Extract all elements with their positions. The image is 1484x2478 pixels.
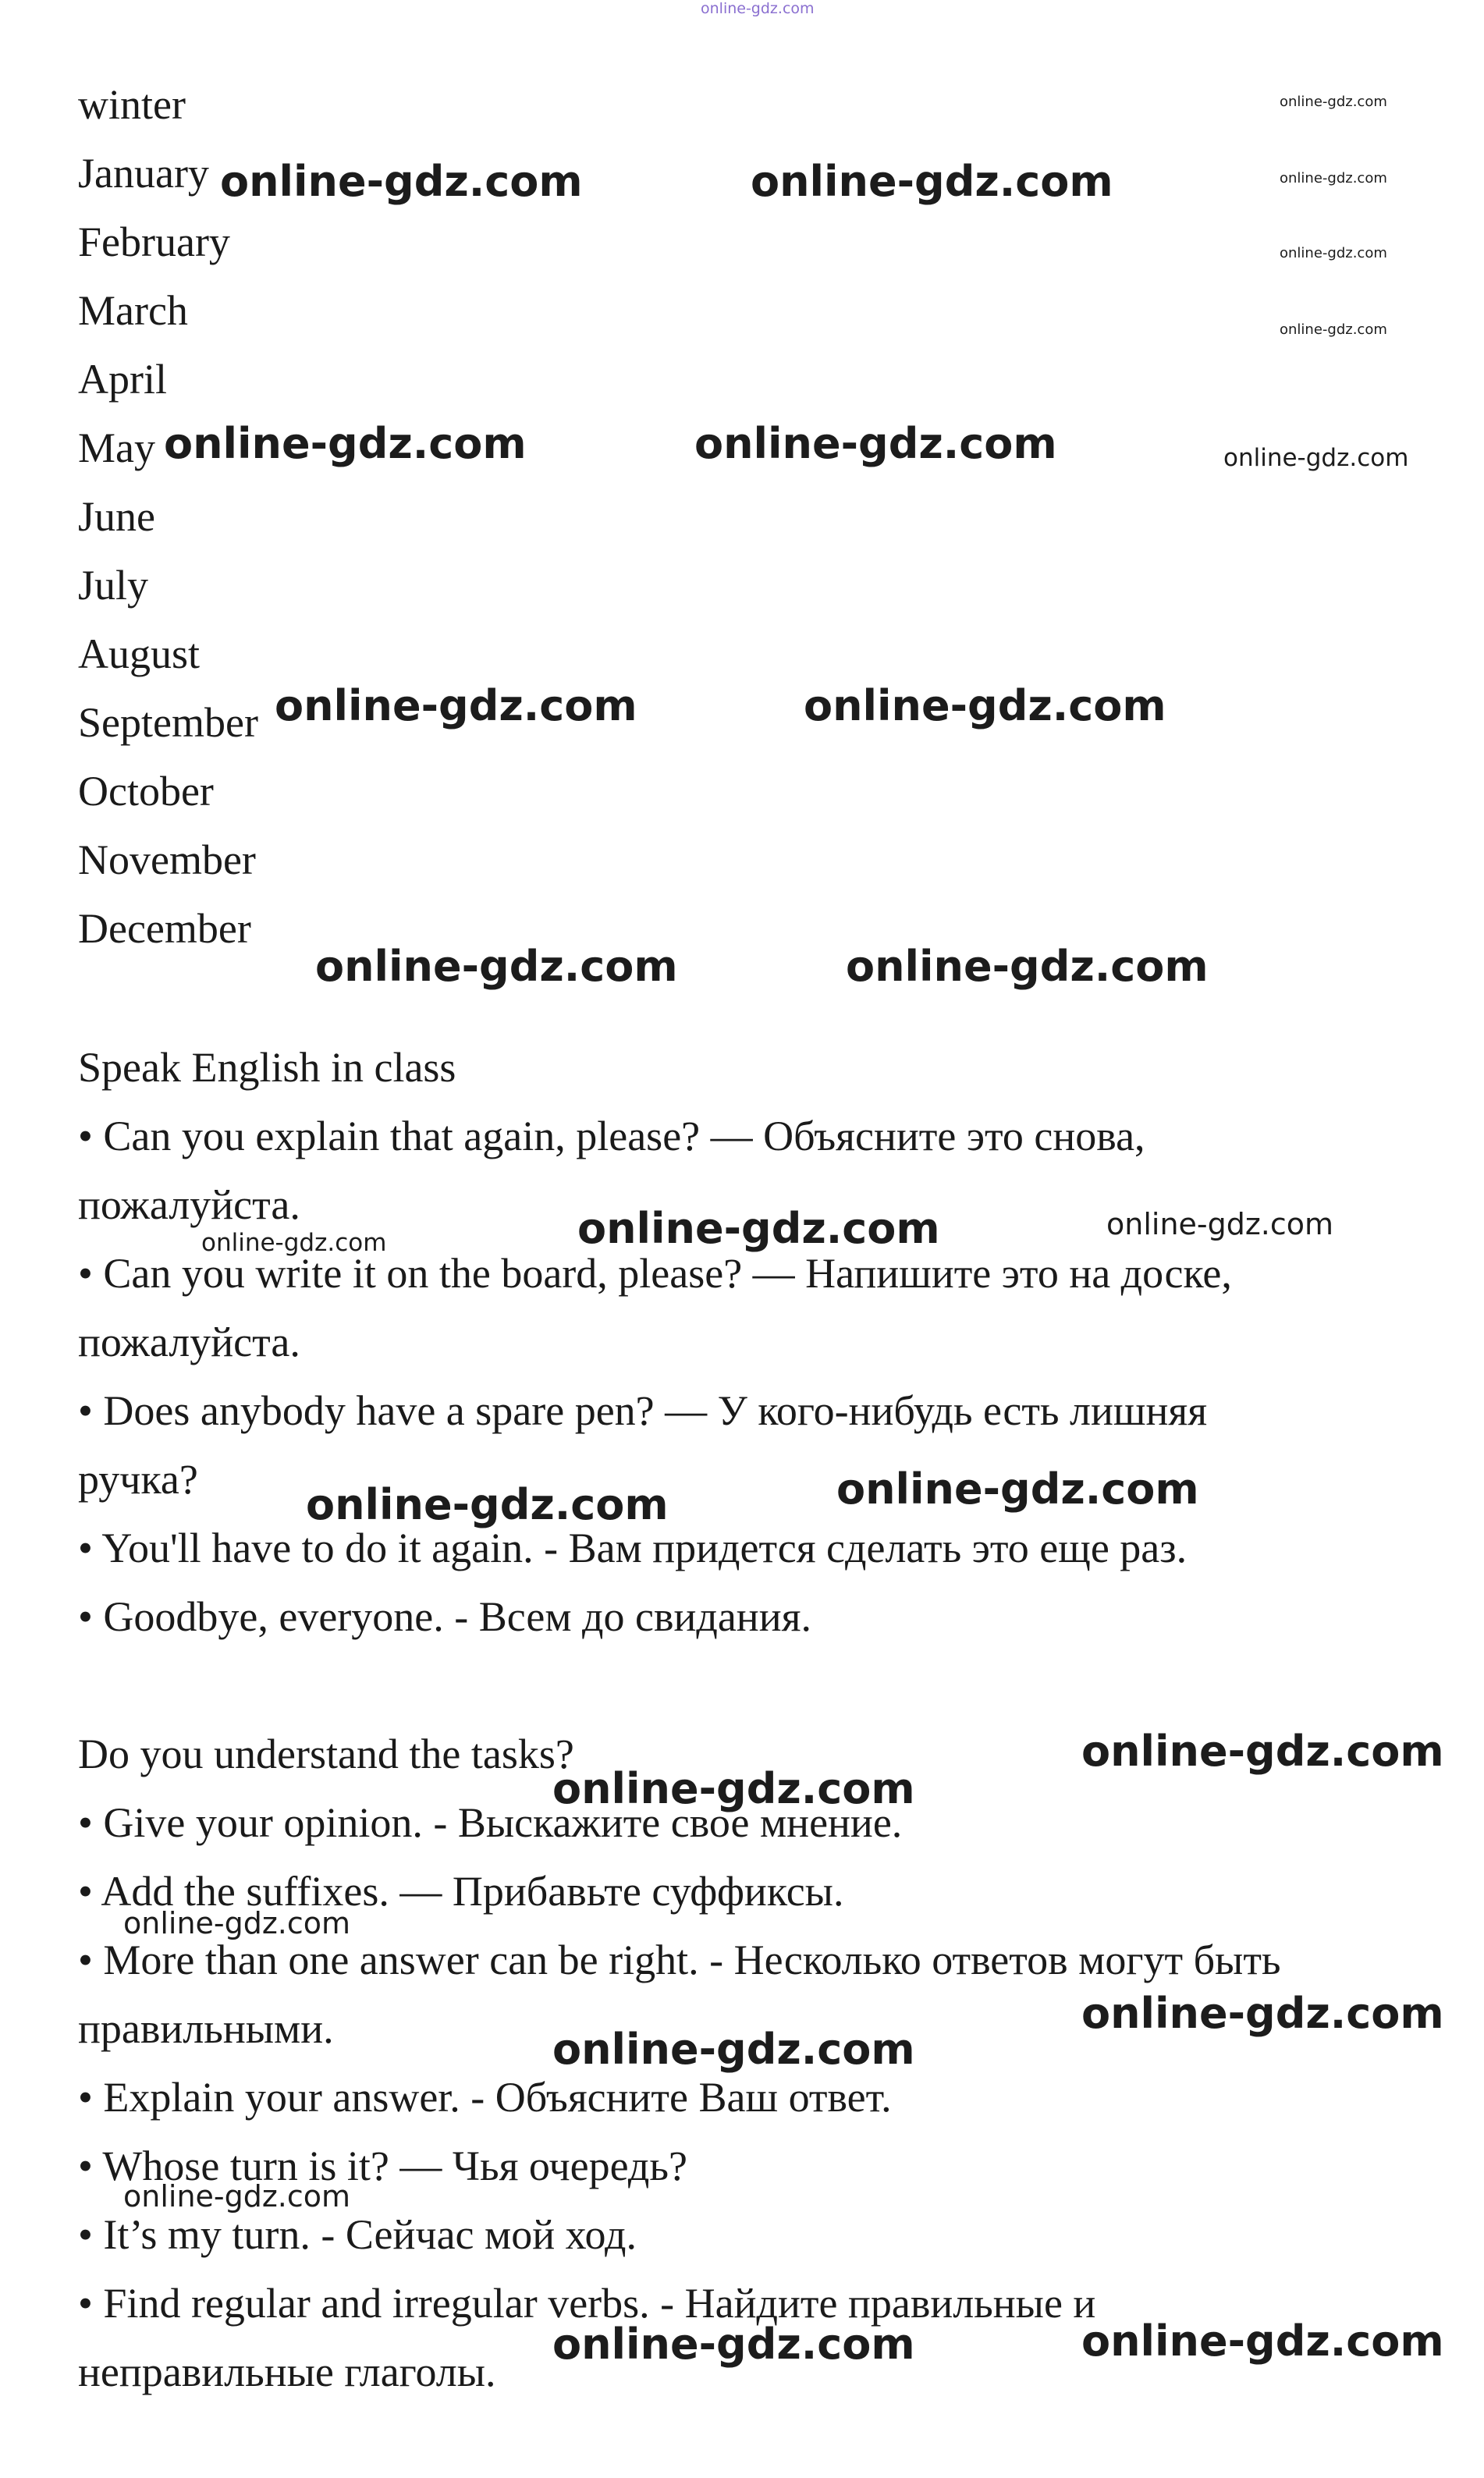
month-item: winter [78, 81, 186, 128]
task-line: • It’s my turn. - Сейчас мой ход. [78, 2211, 637, 2258]
phrase-line: пожалуйста. [78, 1181, 300, 1228]
watermark: online-gdz.com [846, 942, 1209, 991]
month-item: February [78, 218, 230, 265]
watermark: online-gdz.com [1280, 170, 1387, 186]
section-heading: Speak English in class [78, 1044, 456, 1091]
month-item: June [78, 493, 155, 540]
phrase-line: пожалуйста. [78, 1319, 300, 1365]
watermark: online-gdz.com [1280, 245, 1387, 261]
watermark: online-gdz.com [201, 1229, 387, 1257]
task-line: неправильные глаголы. [78, 2348, 496, 2395]
month-item: December [78, 905, 251, 952]
watermark: online-gdz.com [306, 1480, 669, 1529]
watermark: online-gdz.com [315, 942, 678, 991]
watermark: online-gdz.com [804, 681, 1166, 730]
watermark: online-gdz.com [552, 1764, 915, 1813]
task-line: • Explain your answer. - Объясните Ваш ответ. [78, 2074, 892, 2121]
watermark: online-gdz.com [1106, 1207, 1334, 1241]
watermark: online-gdz.com [123, 2179, 351, 2214]
watermark: online-gdz.com [164, 419, 527, 468]
watermark: online-gdz.com [552, 2320, 915, 2369]
phrase-line: • Does anybody have a spare pen? — У кого-нибудь есть лишняя [78, 1387, 1208, 1434]
month-item: October [78, 768, 214, 815]
watermark: online-gdz.com [1081, 1727, 1444, 1776]
task-line: • More than one answer can be right. - Несколько ответов могут быть [78, 1937, 1281, 1983]
watermark: online-gdz.com [577, 1204, 940, 1253]
watermark: online-gdz.com [275, 681, 637, 730]
phrase-line: • Goodbye, everyone. - Всем до свидания. [78, 1593, 811, 1640]
month-item: January [78, 150, 209, 197]
watermark: online-gdz.com [836, 1464, 1199, 1514]
watermark: online-gdz.com [1280, 321, 1387, 338]
watermark: online-gdz.com [1280, 94, 1387, 110]
month-item: May [78, 424, 155, 471]
task-line: • Whose turn is it? — Чья очередь? [78, 2143, 687, 2189]
watermark: online-gdz.com [552, 2025, 915, 2074]
watermark: online-gdz.com [1081, 2316, 1444, 2366]
phrase-line: ручка? [78, 1456, 198, 1503]
month-item: March [78, 287, 188, 334]
watermark: online-gdz.com [1081, 1989, 1444, 2038]
watermark: online-gdz.com [694, 419, 1057, 468]
task-line: правильными. [78, 2005, 334, 2052]
phrase-line: • Can you explain that again, please? — Объясните это снова, [78, 1113, 1145, 1159]
task-line: • Give your opinion. - Выскажите свое мнение. [78, 1799, 903, 1846]
watermark: online-gdz.com [1223, 444, 1409, 472]
month-item: September [78, 699, 258, 746]
watermark: online-gdz.com [123, 1906, 351, 1940]
watermark: online-gdz.com [701, 0, 815, 17]
phrase-line: • You'll have to do it again. - Вам придется сделать это еще раз. [78, 1525, 1188, 1571]
task-line: • Add the suffixes. — Прибавьте суффиксы. [78, 1868, 844, 1915]
month-item: August [78, 630, 201, 677]
watermark: online-gdz.com [751, 157, 1113, 206]
phrase-line: • Can you write it on the board, please? — Напишите это на доске, [78, 1250, 1232, 1297]
month-item: April [78, 356, 167, 403]
task-line: • Find regular and irregular verbs. - Найдите правильные и [78, 2280, 1096, 2327]
month-item: July [78, 562, 149, 609]
section-heading: Do you understand the tasks? [78, 1731, 574, 1777]
month-item: November [78, 836, 256, 883]
watermark: online-gdz.com [220, 157, 583, 206]
